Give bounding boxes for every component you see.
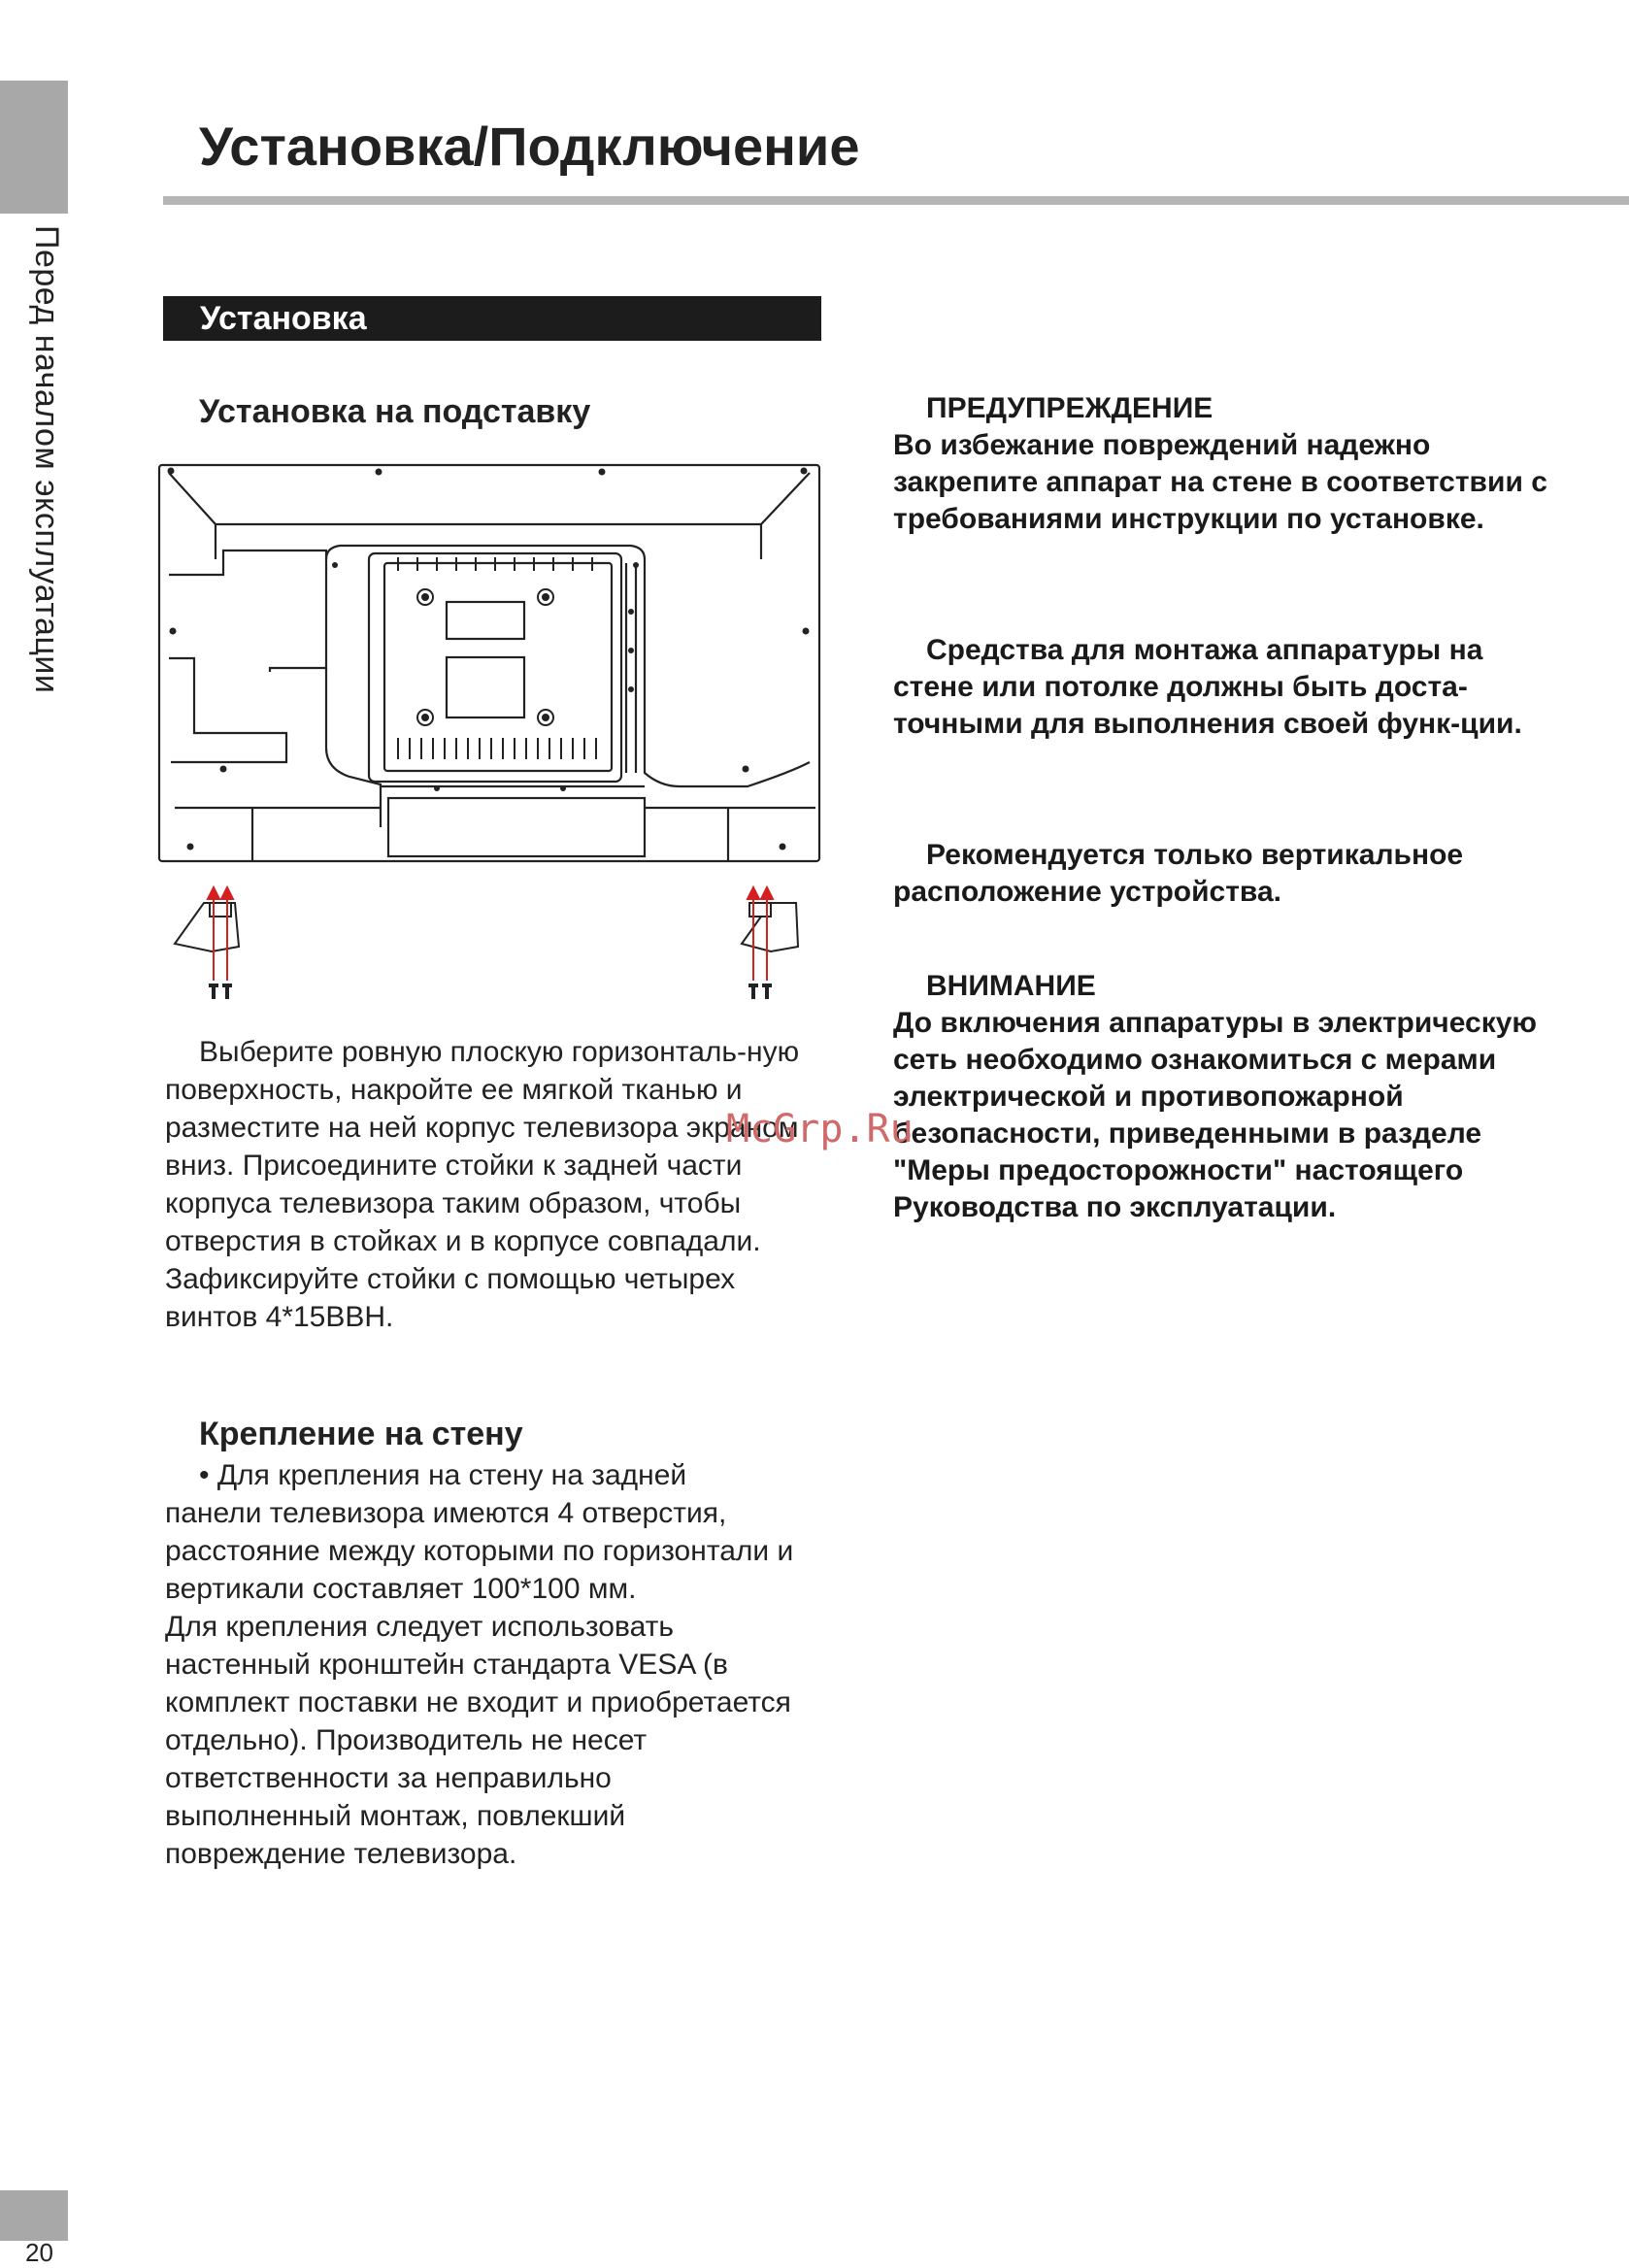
screw-4: [765, 985, 769, 999]
warning-heading: ПРЕДУПРЕЖДЕНИЕ: [926, 392, 1213, 424]
wall-line: расстояние между которыми по горизонтали и: [165, 1535, 794, 1567]
caution-heading: ВНИМАНИЕ: [926, 970, 1096, 1002]
vertical-position-text: Рекомендуется только вертикальное расположение устройства.: [893, 839, 1464, 908]
title-rule: [163, 196, 1629, 205]
side-tab-marker-bottom: [0, 2190, 68, 2241]
tv-rear-bevel: [169, 473, 810, 524]
side-tab-marker-top: [0, 81, 68, 214]
stand-instructions: Выберите ровную плоскую горизонталь-ную поверхность, накройте ее мягкой тканью и разместите на ней корпус телевизора экраном вниз. Присоедините стойки к задней части корпуса телевизора таким образом, чтобы отверстия в стойках и в корпусе совпадали. Зафиксируйте стойки с помощью четырех винтов 4*15ВВН.: [165, 1036, 800, 1333]
warning-block: [893, 390, 1553, 538]
wall-line: Для крепления следует использовать: [165, 1611, 674, 1643]
vertical-position-block: [893, 837, 1553, 911]
wall-line: отдельно). Производитель не несет: [165, 1724, 648, 1756]
watermark: McGrp.Ru: [726, 1107, 914, 1151]
vesa-label-bottom: [447, 657, 524, 717]
wall-line: ответственности за неправильно: [165, 1762, 612, 1794]
wall-mount-instructions: [165, 1456, 864, 1873]
section-title-bar: Установка: [163, 296, 821, 341]
wall-line: вертикали составляет 100*100 мм.: [165, 1573, 637, 1605]
wall-line: повреждение телевизора.: [165, 1838, 517, 1870]
screw-3: [751, 985, 755, 999]
mounting-means-block: [893, 632, 1553, 743]
warning-text: Во избежание повреждений надежно закрепите аппарат на стене в соответствии с требованиями инструкции по установке.: [893, 429, 1547, 535]
page-title: Установка/Подключение: [199, 116, 860, 177]
wall-line: комплект поставки не входит и приобретается: [165, 1686, 791, 1718]
caution-text: До включения аппаратуры в электрическую сеть необходимо ознакомиться с мерами электрической и противопожарной безопасности, приведенными в разделе "Меры предосторожности" настоящего Руководства по эксплуатации.: [893, 1007, 1538, 1223]
wall-line: настенный кронштейн стандарта VESA (в: [165, 1649, 728, 1681]
wall-bullet-line: • Для крепления на стену на задней: [199, 1459, 687, 1491]
page-number: 20: [25, 2238, 53, 2267]
caution-block: [893, 968, 1553, 1226]
wall-line: панели телевизора имеются 4 отверстия,: [165, 1497, 727, 1529]
wall-line: выполненный монтаж, повлекший: [165, 1800, 626, 1832]
wall-mount-heading: Крепление на стену: [199, 1416, 523, 1452]
stand-heading: Установка на подставку: [199, 393, 591, 430]
tv-back-stand-diagram: [155, 456, 835, 1010]
vesa-label-top: [447, 602, 524, 639]
screw-1: [212, 985, 216, 999]
screw-2: [225, 985, 229, 999]
mounting-means-text: Средства для монтажа аппаратуры на стене или потолке должны быть доста-точными для выполнения своей функ-ции.: [893, 634, 1522, 740]
side-tab-label: Перед началом эксплуатации: [28, 225, 65, 694]
